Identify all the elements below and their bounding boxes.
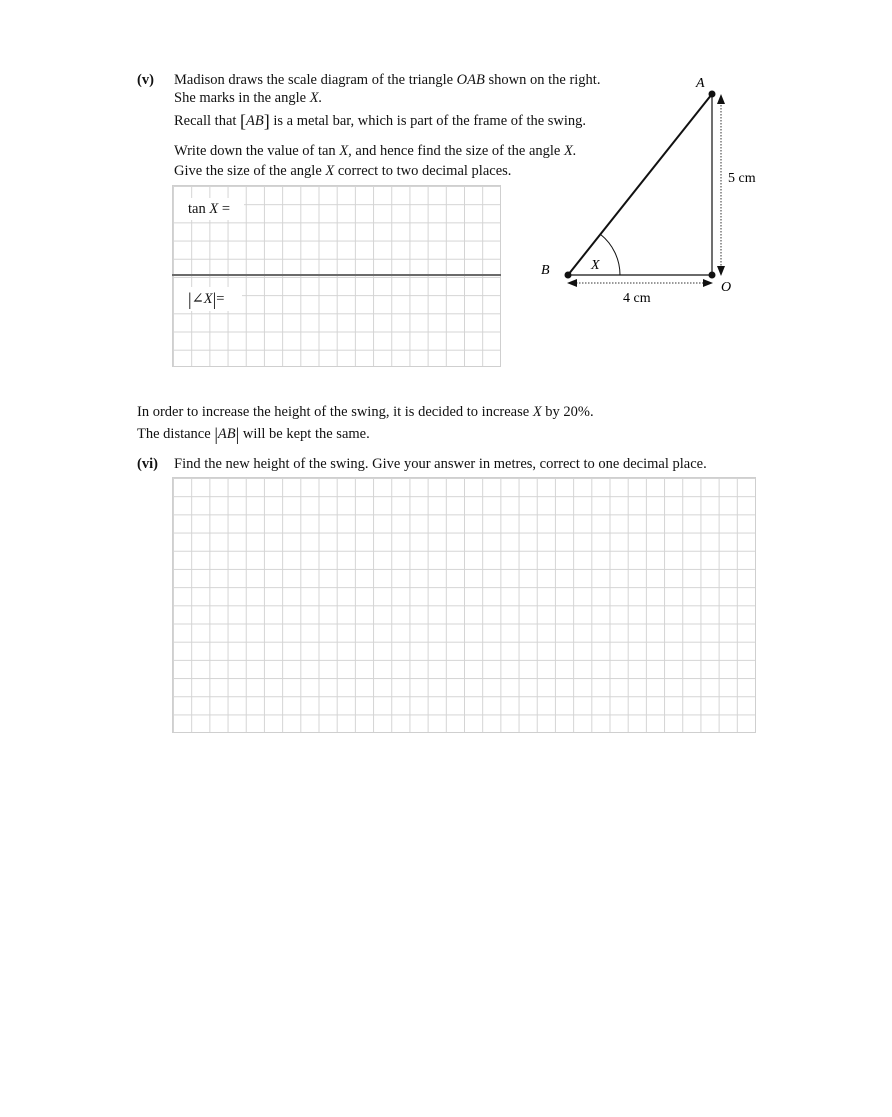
question-v-line-4 xyxy=(174,143,576,160)
question-number-vi: (vi) xyxy=(137,456,158,472)
question-v-line-3 xyxy=(174,111,586,132)
abs-bar-icon: | xyxy=(214,424,218,444)
segment-name: AB xyxy=(246,113,264,129)
tan-text: tan xyxy=(188,201,206,217)
text: Write down the value of tan xyxy=(174,143,336,159)
context-line-2 xyxy=(137,424,370,445)
segment-ab xyxy=(568,94,712,275)
angle-x-label-diagram: X xyxy=(591,258,600,273)
text: is a metal bar, which is part of the frame of the swing. xyxy=(273,113,587,129)
arrow-up-icon xyxy=(717,94,725,104)
angle-var: X. xyxy=(563,143,577,159)
angle-var: X. xyxy=(309,90,323,106)
angle-x-arc xyxy=(601,234,621,275)
abs-bar-icon: | xyxy=(188,289,192,309)
vertex-a-label: A xyxy=(696,76,705,91)
angle-var: X, xyxy=(339,143,352,159)
abs-bar-icon: | xyxy=(235,424,240,444)
text: shown on the right. xyxy=(488,72,601,88)
question-v-line-2 xyxy=(174,90,322,107)
angle-var: X xyxy=(325,163,335,179)
vertex-o-label: O xyxy=(721,280,732,295)
vertex-b-label: B xyxy=(541,263,550,278)
angle-var: X xyxy=(532,404,542,420)
triangle-diagram xyxy=(530,70,780,310)
text: and hence find the size of the angle xyxy=(355,143,561,159)
text: In order to increase the height of the swing, it is decided to increase xyxy=(137,404,530,420)
question-number-v: (v) xyxy=(137,72,154,88)
question-v-line-5 xyxy=(174,163,511,180)
text: The distance xyxy=(137,426,211,442)
text: will be kept the same. xyxy=(242,426,370,442)
arrow-down-icon xyxy=(717,266,725,276)
abs-bar-icon: | xyxy=(212,289,217,309)
vertex-b-dot xyxy=(565,272,572,279)
arrow-left-icon xyxy=(567,279,577,287)
angle-symbol: ∠X xyxy=(191,291,213,307)
base-label: 4 cm xyxy=(623,291,651,306)
bracket-right-icon: ] xyxy=(263,111,270,131)
height-label: 5 cm xyxy=(728,171,756,186)
segment-name: AB xyxy=(217,426,236,442)
bracket-left-icon: [ xyxy=(240,111,247,131)
context-line-1 xyxy=(137,404,594,421)
vertex-o-dot xyxy=(709,272,716,279)
question-vi-text: Find the new height of the swing. Give your answer in metres, correct to one decimal place. xyxy=(174,456,707,472)
text: by 20%. xyxy=(545,404,594,420)
text: She marks in the angle xyxy=(174,90,307,106)
text: correct to two decimal places. xyxy=(337,163,512,179)
answer-divider xyxy=(172,274,501,276)
arrow-right-icon xyxy=(703,279,713,287)
text: Give the size of the angle xyxy=(174,163,322,179)
answer-grid-vi[interactable] xyxy=(172,477,756,733)
text: Recall that xyxy=(174,113,237,129)
vertex-a-dot xyxy=(709,91,716,98)
text: Madison draws the scale diagram of the triangle xyxy=(174,72,454,88)
equals-sign: = xyxy=(216,291,225,307)
triangle-name: OAB xyxy=(456,72,485,88)
equals-sign: = xyxy=(221,201,231,217)
angle-x-label xyxy=(174,287,242,311)
tan-x-label xyxy=(174,198,244,220)
angle-var: X xyxy=(209,201,219,217)
